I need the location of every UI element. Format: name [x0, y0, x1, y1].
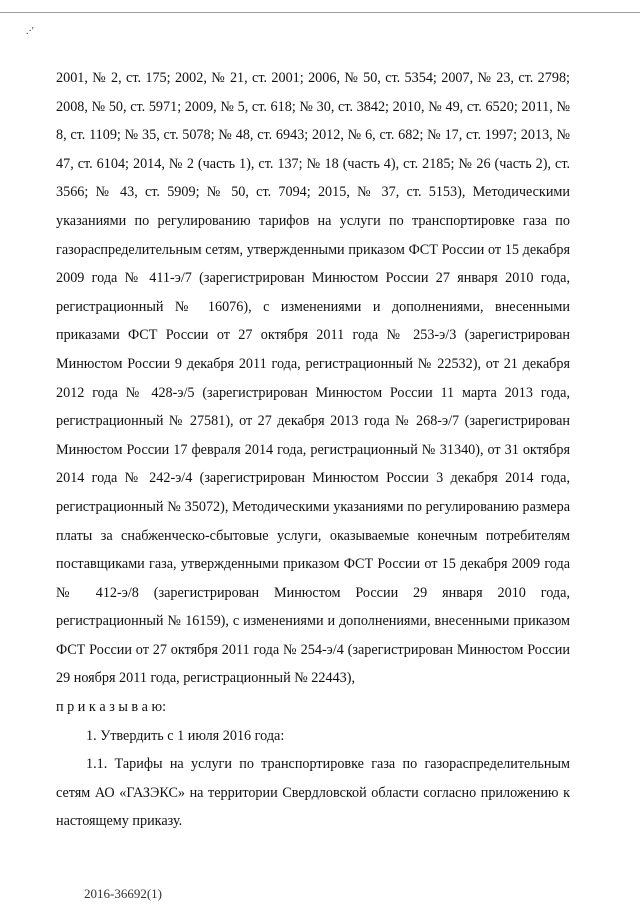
order-word: п р и к а з ы в а ю:	[56, 699, 167, 716]
legal-basis-paragraph: 2001, № 2, ст. 175; 2002, № 21, ст. 2001; 2006, № 50, ст. 5354; 2007, № 23, ст. 2798; 2008, № 50, ст. 5971; 2009, № 5, ст. 618; № 30, ст. 3842; 2010, № 49, ст. 6520; 2011, № 8, ст. 1109; № 35, ст. 5078; № 48, ст. 6943; 2012, № 6, ст. 682; № 17, ст. 1997; 2013, № 47, ст. 6104; 2014, № 2 (часть 1), ст. 137; № 18 (часть 4), ст. 2185; № 26 (часть 2), ст. 3566; № 43, ст. 5909; № 50, ст. 7094; 2015, № 37, ст. 5153), Методическими указаниями по регулированию тарифов на услуги по транспортировке газа по газораспределительным сетям, утвержденными приказом ФСТ России от 15 декабря 2009 года № 411-э/7 (зарегистрирован Минюстом России 27 января 2010 года, регистрационный № 16076), с изменениями и дополнениями, внесенными приказами ФСТ России от 27 октября 2011 года № 253-э/3 (зарегистрирован Минюстом России 9 декабря 2011 года, регистрационный № 22532), от 21 декабря 2012 года № 428-э/5 (зарегистрирован Минюстом России 11 марта 2013 года, регистрационный № 27581), от 27 декабря 2013 года № 268-э/7 (зарегистрирован Минюстом России 17 февраля 2014 года, регистрационный № 31340), от 31 октября 2014 года № 242-э/4 (зарегистрирован Минюстом России 3 декабря 2014 года, регистрационный № 35072), Методическими указаниями по регулированию размера платы за снабженческо-сбытовые услуги, оказываемые конечным потребителям поставщиками газа, утвержденными приказом ФСТ России от 15 декабря 2009 года № 412-э/8 (зарегистрирован Минюстом России 29 января 2010 года, регистрационный № 16159), с изменениями и дополнениями, внесенными приказом ФСТ России от 27 октября 2011 года № 254-э/4 (зарегистрирован Минюстом России 29 ноября 2011 года, регистрационный № 22443),	[56, 70, 570, 687]
scan-edge-line	[0, 12, 640, 13]
document-number: 2016-36692(1)	[84, 886, 162, 901]
item-1: 1. Утвердить с 1 июля 2016 года:	[86, 727, 285, 744]
document-body	[56, 64, 570, 836]
corner-mark: .·'	[26, 26, 34, 37]
item-1-1: 1.1. Тарифы на услуги по транспортировке газа по газораспределительным сетям АО «ГАЗЭКС» на территории Свердловской области согласно приложению к настоящему приказу.	[56, 756, 570, 830]
